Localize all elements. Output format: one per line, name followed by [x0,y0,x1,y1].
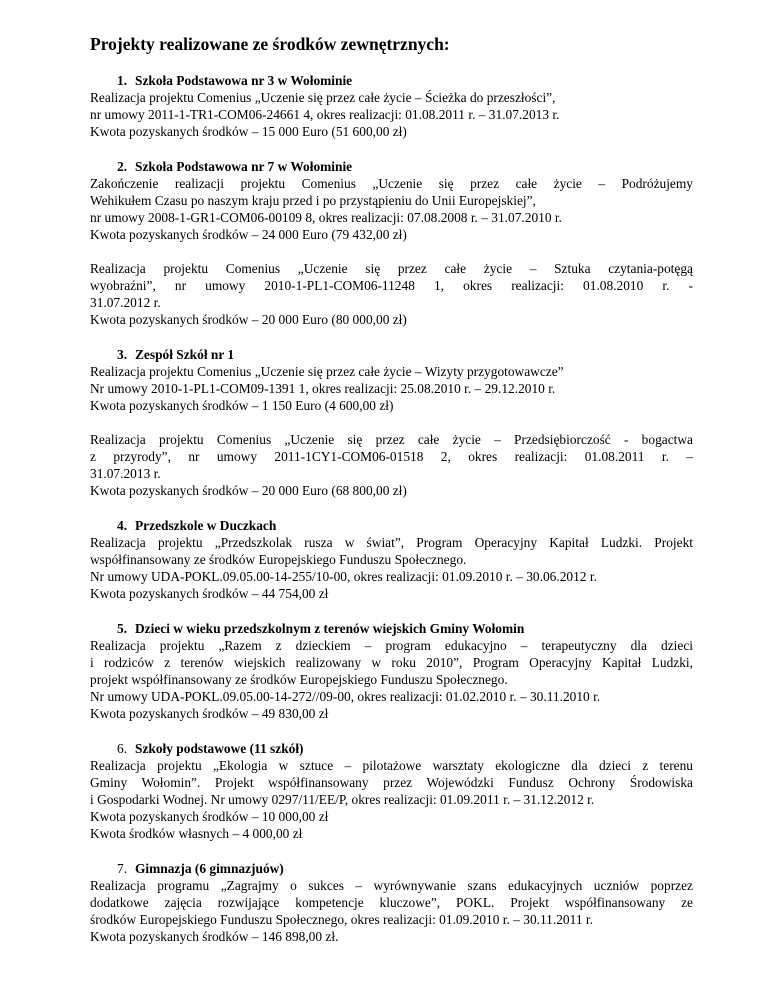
section-number: 6. [117,741,128,756]
text-line: i rodziców z terenów wiejskich realizowany w roku 2010”, Program Operacyjny Kapitał Ludzki, [90,655,693,670]
section-number: 4. [117,518,128,533]
text-line: Kwota pozyskanych środków – 49 830,00 zł [90,706,329,721]
section-name: Zespół Szkół nr 1 [135,347,235,362]
section-number: 1. [117,73,128,88]
document-page [90,34,693,945]
text-line: Realizacja projektu „Ekologia w sztuce – pilotażowe warsztaty ekologiczne dla dzieci z terenu [90,758,693,773]
section-heading [90,72,693,89]
text-line: 31.07.2012 r. [90,295,161,310]
text-line: Realizacja projektu Comenius „Uczenie się przez całe życie – Przedsiębiorczość - bogactwa [90,432,693,447]
section-number: 5. [117,621,128,636]
text-line: Kwota pozyskanych środków – 15 000 Euro (51 600,00 zł) [90,124,407,139]
section-5 [90,620,693,722]
page-title: Projekty realizowane ze środków zewnętrznych: [90,34,450,54]
section-1 [90,72,693,140]
section-name: Szkoły podstawowe (11 szkół) [135,741,304,756]
text-line: Realizacja projektu Comenius „Uczenie się przez całe życie – Wizyty przygotowawcze” [90,364,564,379]
section-4 [90,517,693,602]
text-line: Kwota pozyskanych środków – 20 000 Euro (68 800,00 zł) [90,483,407,498]
text-line: Kwota pozyskanych środków – 10 000,00 zł [90,809,329,824]
section-name: Gimnazja (6 gimnazjuów) [135,861,284,876]
section-heading [90,517,693,534]
section-name: Szkoła Podstawowa nr 3 w Wołominie [135,73,353,88]
text-line: Kwota pozyskanych środków – 1 150 Euro (4 600,00 zł) [90,398,394,413]
text-line: Kwota pozyskanych środków – 146 898,00 zł. [90,929,339,944]
text-line: współfinansowany ze środków Europejskiego Funduszu Społecznego. [90,552,467,567]
text-line: Zakończenie realizacji projektu Comenius „Uczenie się przez całe życie – Podróżujemy [90,176,693,191]
text-line: Kwota pozyskanych środków – 44 754,00 zł [90,586,329,601]
text-line: nr umowy 2011-1-TR1-COM06-24661 4, okres realizacji: 01.08.2011 r. – 31.07.2013 r. [90,107,560,122]
section-2 [90,158,693,328]
text-line: Nr umowy 2010-1-PL1-COM09-1391 1, okres realizacji: 25.08.2010 r. – 29.12.2010 r. [90,381,556,396]
section-name: Dzieci w wieku przedszkolnym z terenów wiejskich Gminy Wołomin [135,621,525,636]
text-line: Realizacja projektu „Przedszkolak rusza w świat”, Program Operacyjny Kapitał Ludzki. Projekt [90,535,693,550]
text-line: z przyrody”, nr umowy 2011-1CY1-COM06-01518 2, okres realizacji: 01.08.2011 r. – [90,449,693,464]
text-line: wyobraźni”, nr umowy 2010-1-PL1-COM06-11248 1, okres realizacji: 01.08.2010 r. - [90,278,693,293]
text-line: środków Europejskiego Funduszu Społecznego, okres realizacji: 01.09.2010 r. – 30.11.2011 r. [90,912,593,927]
text-line: Kwota środków własnych – 4 000,00 zł [90,826,303,841]
text-line: nr umowy 2008-1-GR1-COM06-00109 8, okres realizacji: 07.08.2008 r. – 31.07.2010 r. [90,210,562,225]
section-number: 3. [117,347,128,362]
text-line: Nr umowy UDA-POKL.09.05.00-14-272//09-00, okres realizacji: 01.02.2010 r. – 30.11.2010 r. [90,689,601,704]
text-line: Realizacja projektu Comenius „Uczenie się przez całe życie – Sztuka czytania-potęgą [90,261,693,276]
text-line: Gminy Wołomin”. Projekt współfinansowany przez Wojewódzki Fundusz Ochrony Środowiska [90,775,693,790]
text-line: Wehikułem Czasu po naszym kraju przed i po przystąpieniu do Unii Europejskiej”, [90,193,536,208]
section-heading [90,620,693,637]
text-line: Nr umowy UDA-POKL.09.05.00-14-255/10-00, okres realizacji: 01.09.2010 r. – 30.06.2012 r. [90,569,597,584]
text-line: Realizacja programu „Zagrajmy o sukces – wyrównywanie szans edukacyjnych uczniów poprzez [90,878,693,893]
section-heading [90,740,693,757]
section-heading [90,158,693,175]
text-line: Realizacja projektu Comenius „Uczenie się przez całe życie – Ścieżka do przeszłości”, [90,90,556,105]
section-6 [90,740,693,842]
text-line: i Gospodarki Wodnej. Nr umowy 0297/11/EE/P, okres realizacji: 01.09.2011 r. – 31.12.2012 r. [90,792,595,807]
section-name: Przedszkole w Duczkach [135,518,277,533]
text-line: Kwota pozyskanych środków – 20 000 Euro (80 000,00 zł) [90,312,407,327]
section-number: 7. [117,861,128,876]
text-line: Kwota pozyskanych środków – 24 000 Euro (79 432,00 zł) [90,227,407,242]
section-number: 2. [117,159,128,174]
section-name: Szkoła Podstawowa nr 7 w Wołominie [135,159,353,174]
text-line: Realizacja projektu „Razem z dzieckiem – program edukacyjno – terapeutyczny dla dzieci [90,638,693,653]
text-line: dodatkowe zajęcia rozwijające kompetencje kluczowe”, POKL. Projekt współfinansowany ze [90,895,693,910]
section-heading [90,346,693,363]
text-line: 31.07.2013 r. [90,466,161,481]
section-3 [90,346,693,499]
section-7 [90,860,693,945]
section-heading [90,860,693,877]
text-line: projekt współfinansowany ze środków Europejskiego Funduszu Społecznego. [90,672,508,687]
